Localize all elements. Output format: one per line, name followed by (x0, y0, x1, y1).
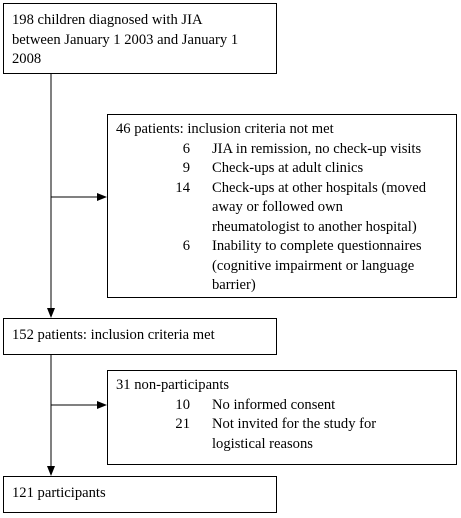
exclusion-1-item-text: Check-ups at adult clinics (212, 160, 364, 176)
arrowhead-right-2 (97, 401, 107, 409)
start-population-box (3, 3, 277, 74)
exclusion-1-item-text: JIA in remission, no check-up visits (212, 140, 422, 157)
exclusion-1-item-count: 6 (182, 238, 190, 254)
exclusion-1-header: 46 patients: inclusion criteria not met (116, 121, 334, 137)
exclusion-1-item (116, 140, 456, 160)
arrowhead-right-1 (97, 193, 107, 201)
exclusion-1-item (116, 237, 456, 296)
exclusion-1-item-text: Inability to complete questionnaires (212, 238, 422, 254)
exclusion-1-item-text: rheumatologist to another hospital) (212, 218, 417, 235)
exclusion-1-item-text: Check-ups at other hospitals (moved (212, 179, 426, 196)
exclusion-2-item-text: No informed consent (212, 396, 336, 413)
participants-label: 121 participants (12, 485, 106, 501)
criteria-met-label: 152 patients: inclusion criteria met (12, 327, 215, 343)
exclusion-box-criteria-not-met (107, 114, 457, 298)
exclusion-1-item-text: barrier) (212, 277, 256, 293)
exclusion-2-header: 31 non-participants (116, 377, 230, 393)
exclusion-1-item-count: 9 (182, 160, 190, 176)
start-line-3: 2008 (12, 51, 42, 67)
start-line-1: 198 children diagnosed with JIA (12, 12, 203, 28)
exclusion-2-item-count: 10 (175, 396, 190, 413)
participants-box (3, 476, 277, 513)
exclusion-2-item-text: logistical reasons (212, 435, 313, 452)
exclusion-2-item (116, 396, 456, 416)
exclusion-2-item-count: 21 (175, 416, 190, 432)
exclusion-1-item-text: (cognitive impairment or language (212, 257, 415, 274)
criteria-met-box (3, 318, 277, 355)
exclusion-2-item (116, 415, 456, 454)
exclusion-1-item (116, 159, 456, 179)
exclusion-2-item-text: Not invited for the study for (212, 416, 377, 432)
arrowhead-down-1 (47, 308, 55, 318)
exclusion-1-item-count: 6 (182, 140, 190, 157)
exclusion-1-item-text: away or followed own (212, 199, 343, 215)
arrowhead-down-2 (47, 466, 55, 476)
start-line-2: between January 1 2003 and January 1 (12, 31, 239, 48)
exclusion-1-item-count: 14 (175, 179, 190, 196)
exclusion-box-non-participants (107, 370, 457, 465)
exclusion-1-item (116, 179, 456, 238)
